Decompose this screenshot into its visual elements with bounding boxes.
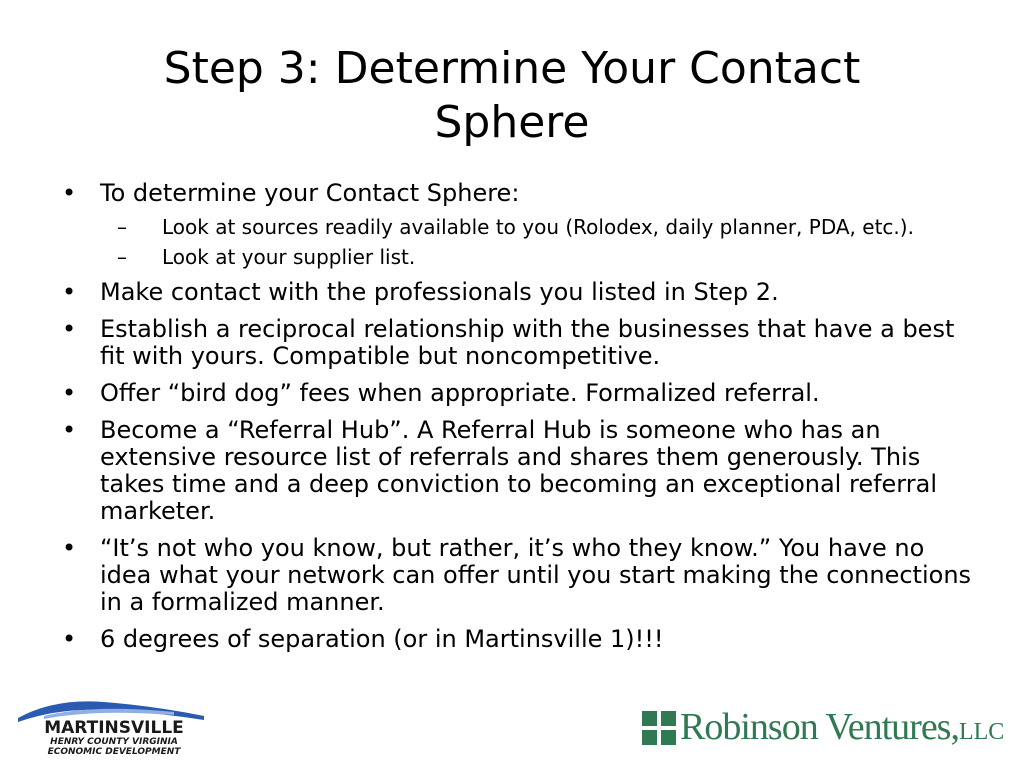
- martinsville-logo-graphic: [14, 696, 214, 758]
- grid-mark-icon: [642, 711, 676, 745]
- logo-left-name: MARTINSVILLE: [44, 718, 184, 738]
- sub-bullet-item: – Look at sources readily available to you (Rolodex, daily planner, PDA, etc.).: [117, 215, 982, 239]
- logo-right-suffix: LLC: [958, 719, 1005, 745]
- bullet-item: • Establish a reciprocal relationship with the businesses that have a best fit with yours. Compatible but noncompetitive.: [62, 316, 982, 370]
- robinson-ventures-logo: [642, 703, 1012, 753]
- slide-body: [62, 180, 982, 663]
- martinsville-logo: [14, 696, 214, 758]
- slide-title-line-1: Step 3: Determine Your Contact: [163, 43, 861, 94]
- bullet-item: • 6 degrees of separation (or in Martinsville 1)!!!: [62, 626, 982, 653]
- bullet-item: [62, 180, 982, 269]
- logo-right-name: Robinson Ventures,: [680, 706, 959, 748]
- logo-left-line2: HENRY COUNTY VIRGINIA: [50, 737, 178, 747]
- logo-left-line3: ECONOMIC DEVELOPMENT: [47, 747, 181, 757]
- slide-title-line-2: Sphere: [434, 97, 590, 148]
- logo-right-text: [680, 703, 1004, 756]
- bullet-item: • Make contact with the professionals you listed in Step 2.: [62, 279, 982, 306]
- bullet-text: To determine your Contact Sphere:: [100, 179, 520, 207]
- bullet-item: • “It’s not who you know, but rather, it’s who they know.” You have no idea what your network can offer until you start making the connections in a formalized manner.: [62, 535, 982, 616]
- sub-bullet-list: [100, 215, 982, 269]
- sub-bullet-item: – Look at your supplier list.: [117, 245, 982, 269]
- slide-title: [60, 42, 964, 150]
- bullet-list: [62, 180, 982, 653]
- bullet-item: • Offer “bird dog” fees when appropriate. Formalized referral.: [62, 380, 982, 407]
- bullet-item: • Become a “Referral Hub”. A Referral Hub is someone who has an extensive resource list of referrals and shares them generously. This takes time and a deep conviction to becoming an exceptional referral marketer.: [62, 417, 982, 525]
